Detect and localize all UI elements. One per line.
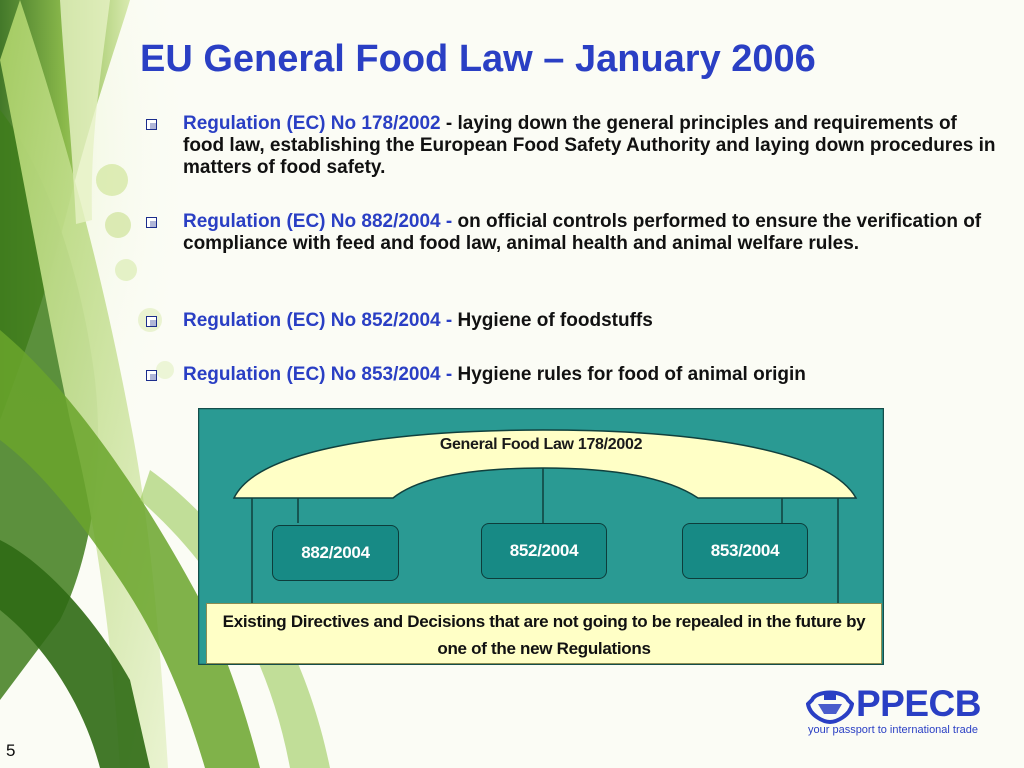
bullet-icon [146, 370, 157, 381]
bullet-item-852-2004 [143, 310, 653, 332]
general-food-law-label: General Food Law 178/2002 [439, 436, 643, 453]
bullet-icon [146, 316, 157, 327]
logo-tagline: your passport to international trade [808, 724, 978, 736]
bullet-item-853-2004 [143, 364, 806, 386]
existing-directives-box: Existing Directives and Decisions that are not going to be repealed in the future by one of the new Regulations [206, 603, 882, 664]
ppecb-logo [804, 683, 1004, 742]
regulation-diagram [198, 408, 884, 665]
regulation-description: Hygiene of foodstuffs [457, 310, 653, 331]
regulation-box-882: 882/2004 [272, 525, 399, 581]
regulation-description: Hygiene rules for food of animal origin [457, 364, 806, 385]
separator: - [440, 310, 458, 331]
regulation-box-852: 852/2004 [481, 523, 607, 579]
bullet-item-882-2004 [143, 211, 1003, 255]
bullet-item-178-2002 [143, 113, 1003, 179]
regulation-box-853: 853/2004 [682, 523, 808, 579]
bullet-icon [146, 217, 157, 228]
regulation-name: Regulation (EC) No 853/2004 [183, 364, 441, 385]
regulation-name: Regulation (EC) No 852/2004 [183, 310, 441, 331]
page-title: EU General Food Law – January 2006 [140, 38, 816, 80]
separator: - [440, 113, 458, 134]
bullet-icon [146, 119, 157, 130]
regulation-description: on official controls performed to ensure the verification of compliance with feed and food law, animal health and animal welfare rules. [183, 211, 982, 254]
regulation-name: Regulation (EC) No 882/2004 [183, 211, 441, 232]
separator: - [440, 211, 458, 232]
regulation-description: laying down the general principles and requirements of food law, establishing the European Food Safety Authority and laying down procedures in matters of food safety. [183, 113, 996, 178]
regulation-name: Regulation (EC) No 178/2002 [183, 113, 441, 134]
page-number: 5 [6, 741, 16, 760]
ppecb-emblem-icon [806, 686, 854, 726]
logo-name: PPECB [856, 683, 981, 724]
separator: - [440, 364, 458, 385]
